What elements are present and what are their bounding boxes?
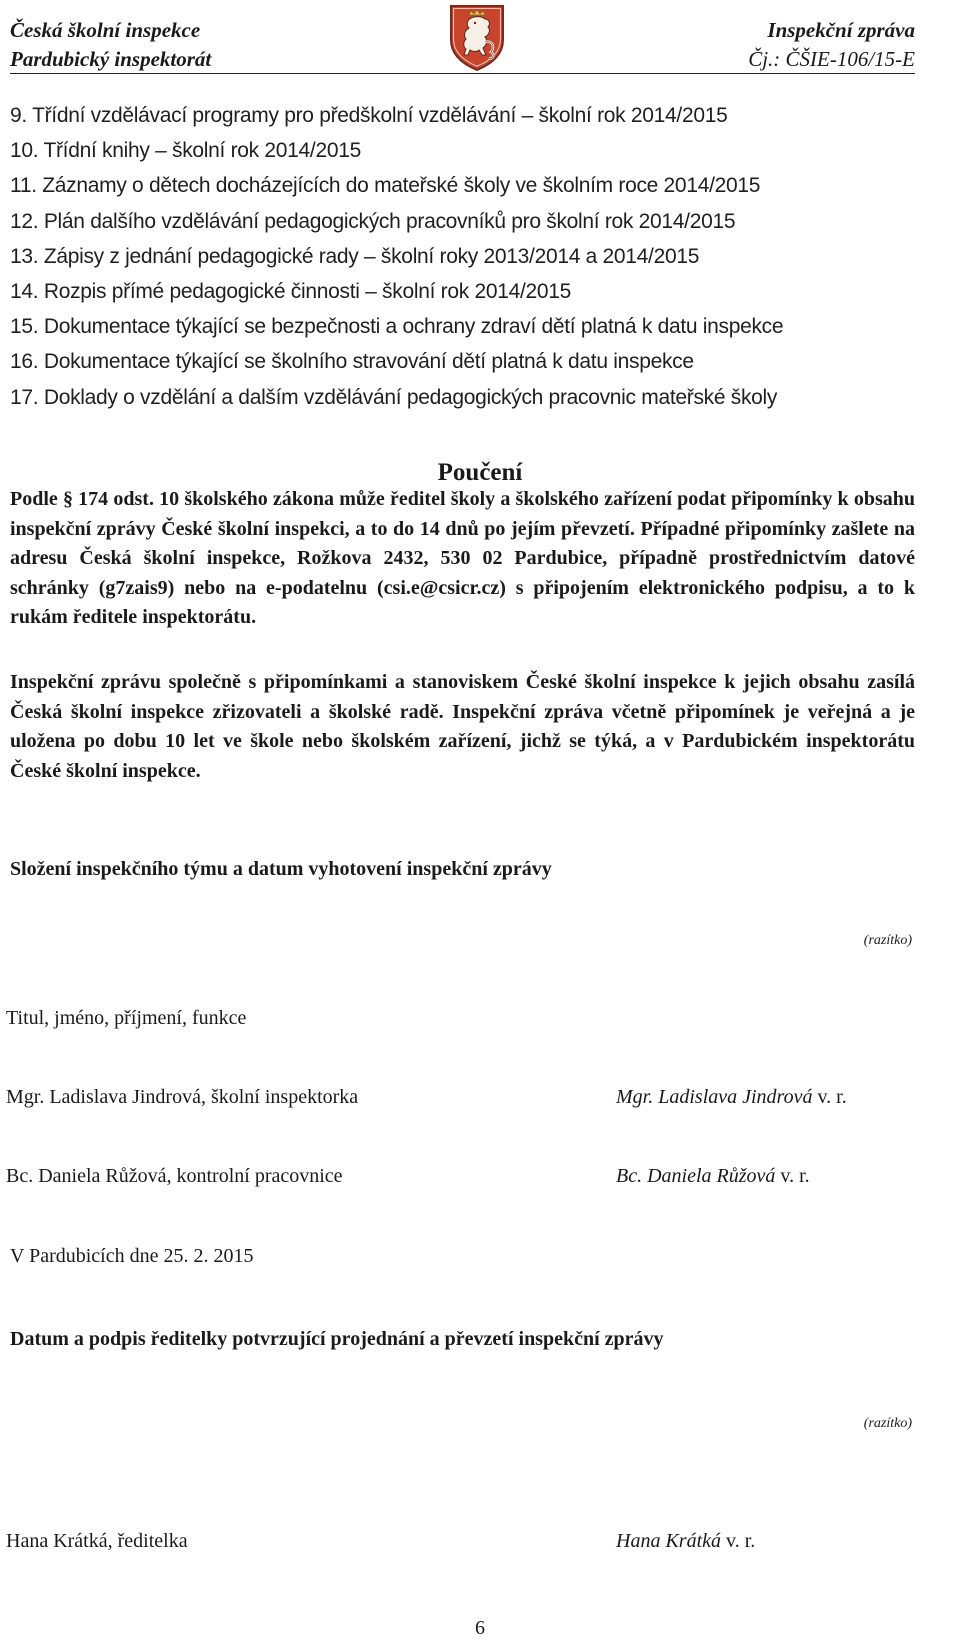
pouceni-paragraph-2: Inspekční zprávu společně s připomínkami a stanoviskem České školní inspekce k jejich obsahu zasílá Česká školní inspekce zřizovateli a školské radě. Inspekční zpráva včetně připomínek je veřejná a je uložena po dobu 10 let ve škole nebo školském zařízení, jichž se týká, a v Pardubickém inspektorátu České školní inspekce. [10, 671, 915, 782]
list-item: 10. Třídní knihy – školní rok 2014/2015 [10, 139, 361, 163]
stamp-placeholder: (razítko) [863, 1416, 912, 1431]
member-signature: Mgr. Ladislava Jindrová v. r. [616, 1086, 847, 1108]
list-item: 11. Záznamy o dětech docházejících do mateřské školy ve školním roce 2014/2015 [10, 174, 761, 198]
director-section-title: Datum a podpis ředitelky potvrzující projednání a převzetí inspekční zprávy [10, 1328, 664, 1350]
header-left [10, 16, 211, 74]
page-number: 6 [475, 1617, 485, 1639]
list-item: 16. Dokumentace týkající se školního stravování dětí platná k datu inspekce [10, 350, 694, 374]
header-divider [10, 73, 915, 74]
member-role: Bc. Daniela Růžová, kontrolní pracovnice [6, 1165, 343, 1187]
org-name: Česká školní inspekce [10, 18, 201, 42]
director-signature: Hana Krátká v. r. [616, 1530, 756, 1552]
czech-lion-coat-of-arms-icon [447, 2, 507, 72]
header-right [748, 16, 915, 74]
list-item: 9. Třídní vzdělávací programy pro předškolní vzdělávání – školní rok 2014/2015 [10, 104, 728, 127]
member-role: Mgr. Ladislava Jindrová, školní inspektorka [6, 1086, 359, 1108]
team-column-header: Titul, jméno, příjmení, funkce [6, 1007, 247, 1029]
member-signature: Bc. Daniela Růžová v. r. [616, 1165, 810, 1187]
team-section-title: Složení inspekčního týmu a datum vyhotovení inspekční zprávy [10, 858, 552, 880]
reference-number: Čj.: ČŠIE-106/15-E [748, 47, 915, 71]
attachment-list [10, 98, 783, 415]
list-item: 14. Rozpis přímé pedagogické činnosti – školní rok 2014/2015 [10, 279, 572, 303]
director-role: Hana Krátká, ředitelka [6, 1530, 188, 1552]
org-inspectorate: Pardubický inspektorát [10, 47, 212, 71]
list-item: 15. Dokumentace týkající se bezpečnosti a ochrany zdraví dětí platná k datu inspekce [10, 315, 784, 339]
place-date: V Pardubicích dne 25. 2. 2015 [10, 1245, 254, 1267]
list-item: 17. Doklady o vzdělání a dalším vzdělávání pedagogických pracovnic mateřské školy [10, 385, 778, 409]
doc-type: Inspekční zpráva [767, 18, 915, 42]
list-item: 12. Plán dalšího vzdělávání pedagogických pracovníků pro školní rok 2014/2015 [10, 209, 736, 233]
list-item: 13. Zápisy z jednání pedagogické rady – školní roky 2013/2014 a 2014/2015 [10, 244, 700, 268]
pouceni-heading: Poučení [437, 459, 523, 486]
stamp-placeholder: (razítko) [863, 933, 912, 948]
pouceni-paragraph-1: Podle § 174 odst. 10 školského zákona může ředitel školy a školského zařízení podat připomínky k obsahu inspekční zprávy České školní inspekci, a to do 14 dnů po jejím převzetí. Případné připomínky zašlete na adresu Česká školní inspekce, Rožkova 2432, 530 02 Pardubice, případně prostřednictvím datové schránky (g7zais9) nebo na e-podatelnu (csi.e@csicr.cz) s připojením elektronického podpisu, a to k rukám ředitele inspektorátu. [10, 488, 915, 628]
